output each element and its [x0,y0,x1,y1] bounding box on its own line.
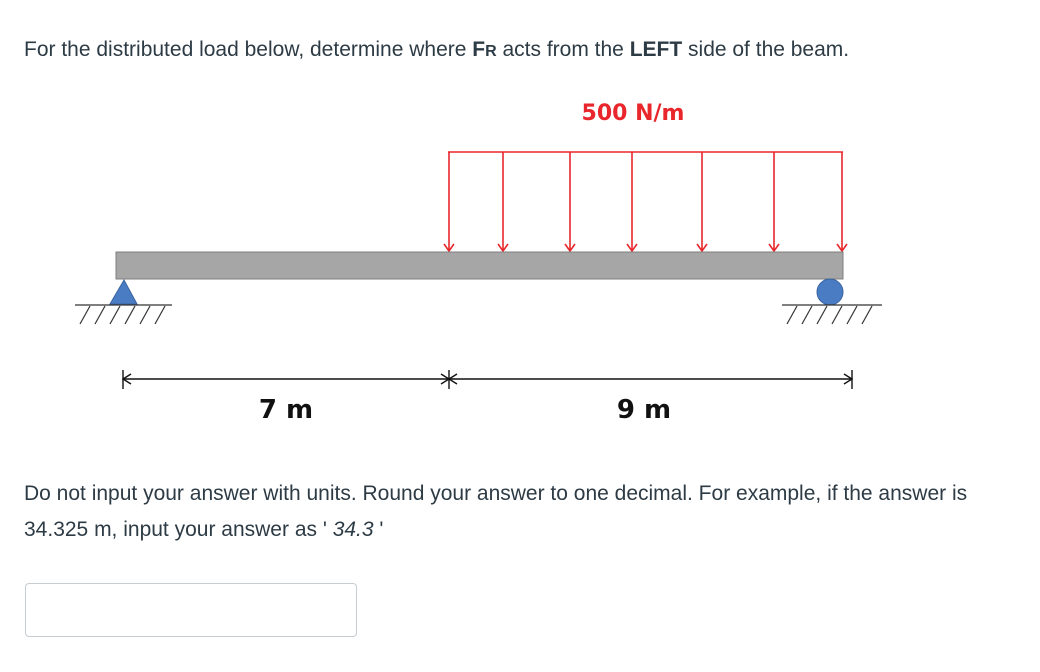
roller-support [782,279,882,324]
instructions-tail: ' [373,518,384,541]
distributed-load [444,152,847,251]
dimension-line [123,370,852,389]
instructions-text [24,476,1004,548]
pin-support [75,280,172,324]
dimension-label-left: 7 m [258,395,314,425]
force-symbol: F [472,38,486,61]
instructions-example: 34.3 [332,518,374,541]
beam [116,252,843,279]
question-prefix: For the distributed load below, determine where [24,38,473,61]
force-subscript: R [485,43,497,60]
dimension-label-right: 9 m [616,395,672,425]
question-middle: acts from the [496,38,630,61]
load-magnitude-label: 500 N/m [581,101,685,126]
question-suffix: side of the beam. [682,38,850,61]
instructions-body: Do not input your answer with units. Round your answer to one decimal. For example, if the answer is 34.325 m, input your answer as ' [24,482,968,541]
answer-input[interactable] [25,583,357,637]
question-emphasis: LEFT [629,38,683,61]
